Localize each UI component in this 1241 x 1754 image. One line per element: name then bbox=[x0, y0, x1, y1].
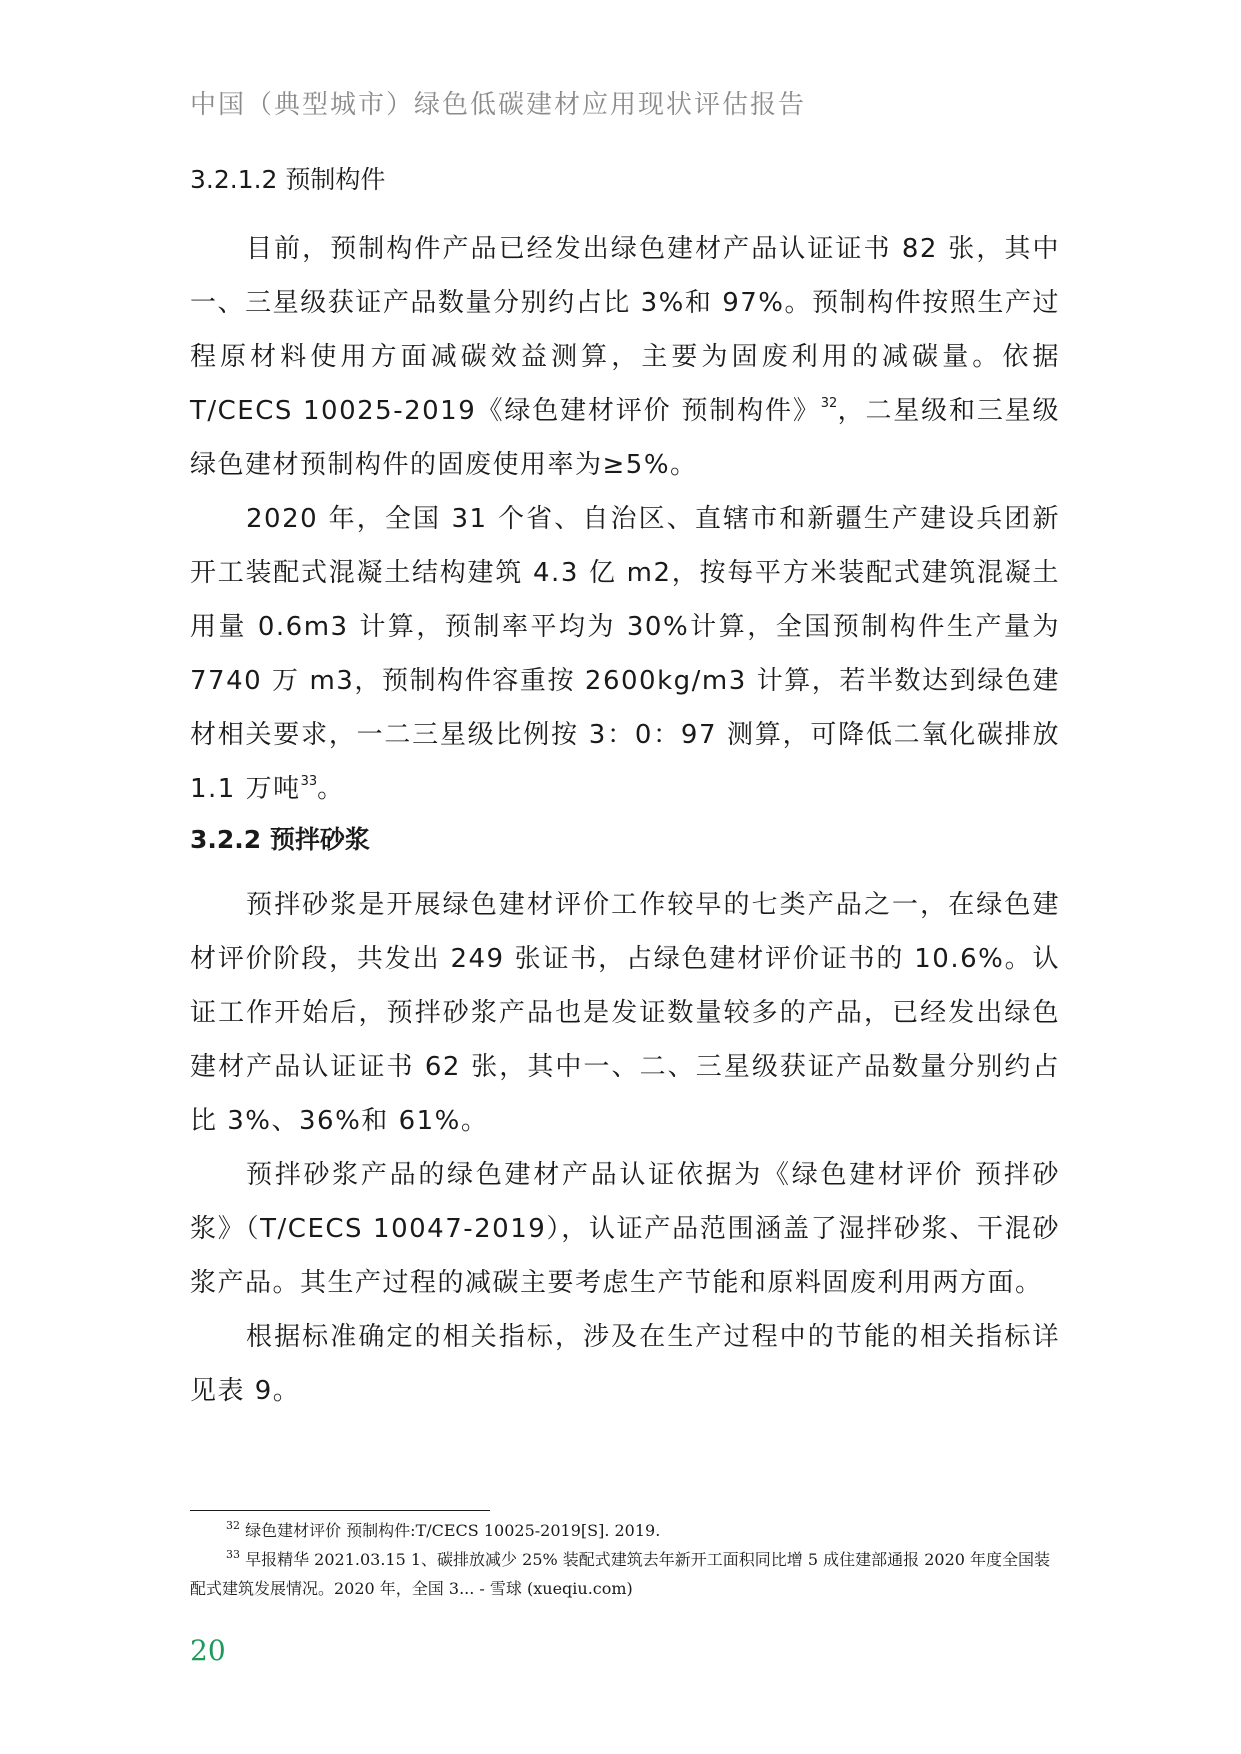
running-header: 中国（典型城市）绿色低碳建材应用现状评估报告 bbox=[190, 90, 807, 120]
footnote-text: 绿色建材评价 预制构件:T/CECS 10025-2019[S]. 2019. bbox=[245, 1521, 661, 1540]
footnote-ref-32[interactable]: 32 bbox=[820, 396, 838, 411]
footnotes bbox=[190, 1516, 1060, 1603]
paragraph-text: 2020 年，全国 31 个省、自治区、直辖市和新疆生产建设兵团新开工装配式混凝土结构建筑 4.3 亿 m2，按每平方米装配式建筑混凝土用量 0.6m3 计算，预制率平均为 30%计算，全国预制构件生产量为 7740 万 m3，预制构件容重按 2600kg/m3 计算，若半数达到绿色建材相关要求，一二三星级比例按 3：0：97 测算，可降低二氧化碳排放 1.1 万吨 bbox=[190, 504, 1060, 804]
paragraph-text: ，二星级和三星级绿色建材预制构件的固废使用率为≥5%。 bbox=[190, 396, 1060, 480]
section-heading-3-2-2: 3.2.2 预拌砂浆 bbox=[190, 825, 370, 854]
footnote-text: 早报精华 2021.03.15 1、碳排放减少 25% 装配式建筑去年新开工面积同比增 5 成住建部通报 2020 年度全国装配式建筑发展情况。2020 年，全国 3... - 雪球 (xueqiu.com) bbox=[190, 1550, 1051, 1598]
paragraph-prefab-intro bbox=[190, 222, 1060, 492]
page-number: 20 bbox=[190, 1634, 226, 1667]
paragraph-mortar-intro: 预拌砂浆是开展绿色建材评价工作较早的七类产品之一，在绿色建材评价阶段，共发出 249 张证书，占绿色建材评价证书的 10.6%。认证工作开始后，预拌砂浆产品也是发证数量较多的产品，已经发出绿色建材产品认证证书 62 张，其中一、二、三星级获证产品数量分别约占比 3%、36%和 61%。 bbox=[190, 890, 1060, 1136]
footnote-33 bbox=[190, 1545, 1060, 1603]
paragraph-prefab-calculation bbox=[190, 492, 1060, 816]
footnote-number: 32 bbox=[226, 1519, 240, 1532]
subsection-heading-3-2-1-2: 3.2.1.2 预制构件 bbox=[190, 165, 386, 194]
paragraph-text: 目前，预制构件产品已经发出绿色建材产品认证证书 82 张，其中一、三星级获证产品数量分别约占比 3%和 97%。预制构件按照生产过程原材料使用方面减碳效益测算，主要为固废利用的减碳量。依据 T/CECS 10025-2019《绿色建材评价 预制构件》 bbox=[190, 234, 1060, 426]
paragraph-text: 。 bbox=[317, 774, 345, 804]
footnote-number: 33 bbox=[226, 1548, 240, 1561]
paragraph-mortar-standard: 预拌砂浆产品的绿色建材产品认证依据为《绿色建材评价 预拌砂浆》（T/CECS 10047-2019），认证产品范围涵盖了湿拌砂浆、干混砂浆产品。其生产过程的减碳主要考虑生产节能和原料固废利用两方面。 bbox=[190, 1160, 1060, 1298]
paragraph-mortar-table-ref: 根据标准确定的相关指标，涉及在生产过程中的节能的相关指标详见表 9。 bbox=[190, 1322, 1060, 1406]
main-content bbox=[190, 160, 1060, 1418]
footnote-divider bbox=[190, 1510, 490, 1511]
footnote-ref-33[interactable]: 33 bbox=[300, 774, 318, 789]
footnote-32 bbox=[190, 1516, 1060, 1545]
